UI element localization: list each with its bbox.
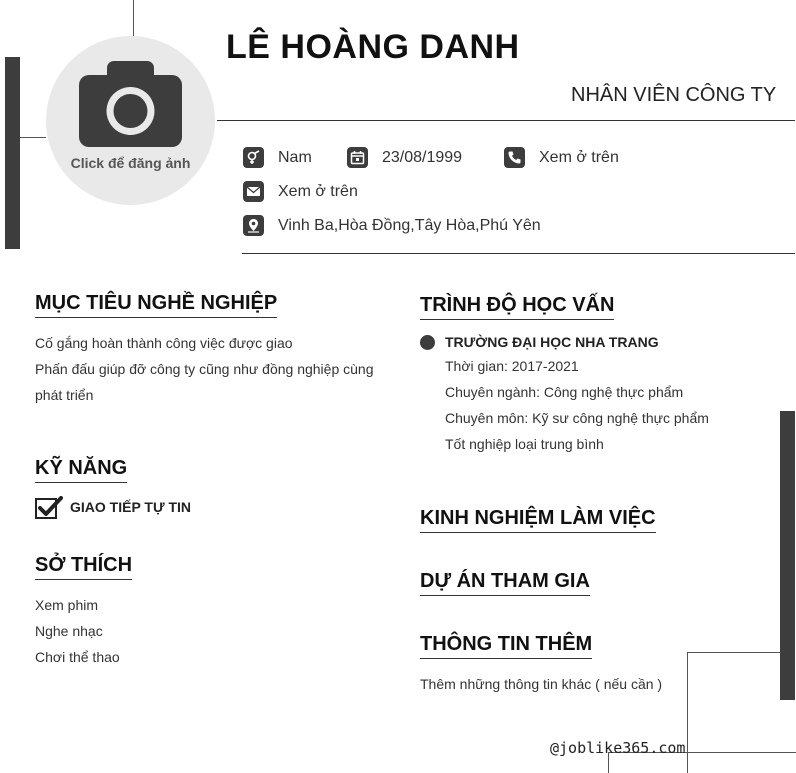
education-line: Tốt nghiệp loại trung bình (445, 436, 604, 452)
decor-line-left (20, 137, 46, 138)
phone-value: Xem ở trên (539, 148, 619, 166)
candidate-name: LÊ HOÀNG DANH (226, 28, 520, 66)
gender-icon (243, 147, 264, 168)
header-divider (217, 120, 795, 121)
camera-icon (79, 59, 182, 149)
education-title: TRÌNH ĐỘ HỌC VẤN (420, 294, 614, 320)
hobby-item: Xem phim (35, 597, 99, 613)
experience-title: KINH NGHIỆM LÀM VIỆC (420, 507, 656, 533)
email-value: Xem ở trên (278, 182, 358, 200)
education-line: Chuyên môn: Kỹ sư công nghệ thực phẩm (445, 410, 709, 426)
info-gender (243, 147, 312, 168)
extra-line: Thêm những thông tin khác ( nếu cần ) (420, 676, 663, 692)
photo-caption: Click để đăng ảnh (70, 155, 191, 171)
address-value: Vinh Ba,Hòa Đồng,Tây Hòa,Phú Yên (278, 216, 541, 234)
objective-line: Phấn đấu giúp đỡ công ty cũng như đồng nghiệp cùng (35, 361, 374, 377)
location-icon (243, 215, 264, 236)
info-divider (242, 253, 795, 254)
hobby-item: Nghe nhạc (35, 623, 103, 639)
decor-bar-right (780, 411, 795, 700)
phone-icon (504, 147, 525, 168)
skills-title: KỸ NĂNG (35, 457, 127, 483)
hobbies-title: SỞ THÍCH (35, 554, 132, 580)
skill-item: GIAO TIẾP TỰ TIN (70, 499, 192, 515)
education-line: Thời gian: 2017-2021 (445, 358, 579, 374)
checkbox-icon (35, 496, 63, 520)
school-name: TRƯỜNG ĐẠI HỌC NHA TRANG (445, 334, 659, 350)
objective-text (35, 330, 373, 408)
objective-line: phát triển (35, 387, 94, 403)
decor-bar-left (5, 57, 20, 249)
info-birthday (347, 147, 462, 168)
decor-line-top (133, 0, 134, 36)
watermark: @joblike365.com (550, 739, 686, 757)
hobby-item: Chơi thể thao (35, 649, 120, 665)
email-icon (243, 181, 264, 202)
bullet-icon (420, 335, 435, 350)
info-phone (504, 147, 619, 168)
extra-text (420, 671, 662, 697)
job-position: NHÂN VIÊN CÔNG TY (571, 84, 777, 106)
education-details (445, 353, 709, 457)
objective-title: MỤC TIÊU NGHỀ NGHIỆP (35, 292, 277, 318)
gender-value: Nam (278, 148, 312, 166)
info-address (243, 215, 541, 236)
calendar-icon (347, 147, 368, 168)
education-line: Chuyên ngành: Công nghệ thực phẩm (445, 384, 684, 400)
info-email (243, 181, 358, 202)
birthday-value: 23/08/1999 (382, 148, 463, 166)
hobbies-list (35, 592, 120, 670)
extra-title: THÔNG TIN THÊM (420, 633, 592, 659)
photo-upload[interactable] (46, 36, 215, 205)
projects-title: DỰ ÁN THAM GIA (420, 570, 590, 596)
objective-line: Cố gắng hoàn thành công việc được giao (35, 335, 293, 351)
